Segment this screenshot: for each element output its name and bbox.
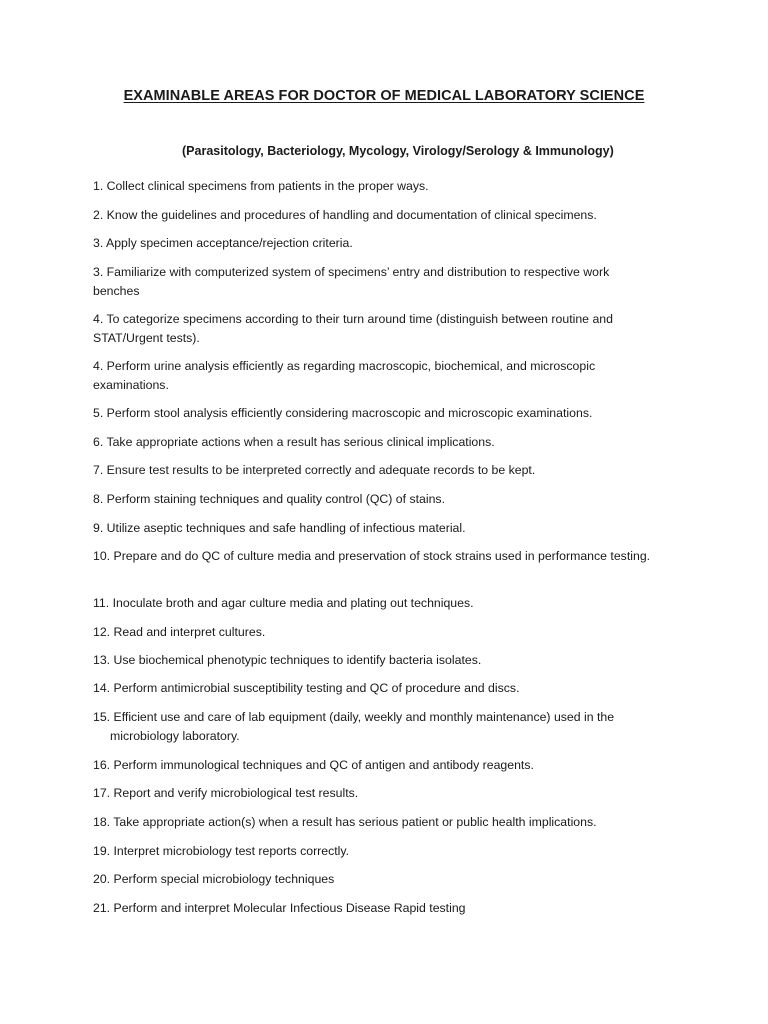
list-item: 3. Apply specimen acceptance/rejection criteria. (93, 236, 353, 250)
list-item: 7. Ensure test results to be interpreted correctly and adequate records to be kept. (93, 463, 536, 477)
list-item: 13. Use biochemical phenotypic techniques to identify bacteria isolates. (93, 653, 482, 667)
list-item: 6. Take appropriate actions when a result has serious clinical implications. (93, 435, 495, 449)
list-item: 18. Take appropriate action(s) when a result has serious patient or public health implications. (93, 815, 597, 829)
list-item: 21. Perform and interpret Molecular Infectious Disease Rapid testing (93, 901, 466, 915)
list-item: 10. Prepare and do QC of culture media and preservation of stock strains used in performance testing. (93, 549, 651, 563)
list-item: 1. Collect clinical specimens from patients in the proper ways. (93, 179, 429, 193)
list-item: 12. Read and interpret cultures. (93, 625, 266, 639)
list-item: 5. Perform stool analysis efficiently considering macroscopic and microscopic examinations. (93, 406, 593, 420)
list-item: 11. Inoculate broth and agar culture media and plating out techniques. (93, 596, 474, 610)
list-item: 16. Perform immunological techniques and QC of antigen and antibody reagents. (93, 758, 534, 772)
document-title: EXAMINABLE AREAS FOR DOCTOR OF MEDICAL LABORATORY SCIENCE (123, 88, 645, 104)
list-item: 19. Interpret microbiology test reports correctly. (93, 844, 350, 858)
list-item: 15. Efficient use and care of lab equipment (daily, weekly and monthly maintenance) used in the microbiology laboratory. (93, 710, 615, 743)
document-subtitle: (Parasitology, Bacteriology, Mycology, Virology/Serology & Immunology) (182, 144, 614, 158)
list-item: 4. To categorize specimens according to their turn around time (distinguish between routine and STAT/Urgent tests). (93, 312, 613, 345)
list-item: 4. Perform urine analysis efficiently as regarding macroscopic, biochemical, and microscopic examinations. (93, 359, 596, 392)
list-item: 20. Perform special microbiology techniques (93, 872, 335, 886)
list-item: 9. Utilize aseptic techniques and safe handling of infectious material. (93, 521, 466, 535)
list-item: 2. Know the guidelines and procedures of handling and documentation of clinical specimens. (93, 208, 597, 222)
list-item: 17. Report and verify microbiological test results. (93, 786, 359, 800)
list-item: 14. Perform antimicrobial susceptibility testing and QC of procedure and discs. (93, 681, 520, 695)
list-item: 3. Familiarize with computerized system of specimens’ entry and distribution to respective work benches (93, 265, 610, 298)
list-item: 8. Perform staining techniques and quality control (QC) of stains. (93, 492, 445, 506)
